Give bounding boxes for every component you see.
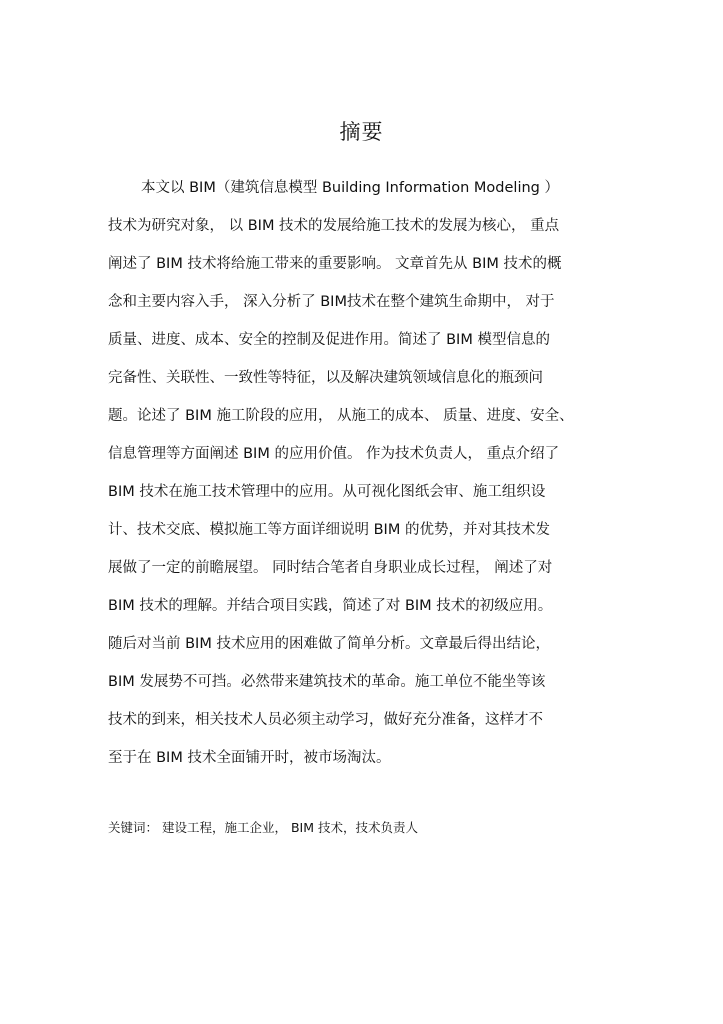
abstract-line-13: 随后对当前 BIM 技术应用的困难做了简单分析。文章最后得出结论，: [108, 636, 550, 652]
keywords-line: 关键词： 建设工程，施工企业， BIM 技术，技术负责人: [108, 820, 418, 835]
abstract-line-8: 信息管理等方面阐述 BIM 的应用价值。 作为技术负责人， 重点介绍了: [108, 446, 560, 462]
abstract-line-4: 念和主要内容入手， 深入分析了 BIM技术在整个建筑生命期中， 对于: [108, 294, 555, 310]
abstract-line-15: 技术的到来，相关技术人员必须主动学习，做好充分准备，这样才不: [108, 712, 543, 728]
abstract-line-3: 阐述了 BIM 技术将给施工带来的重要影响。 文章首先从 BIM 技术的概: [108, 256, 562, 272]
abstract-line-12: BIM 技术的理解。并结合项目实践，简述了对 BIM 技术的初级应用。: [108, 598, 553, 614]
abstract-line-6: 完备性、关联性、一致性等特征，以及解决建筑领域信息化的瓶颈问: [108, 370, 543, 386]
abstract-line-10: 计、技术交底、模拟施工等方面详细说明 BIM 的优势，并对其技术发: [108, 522, 550, 538]
abstract-line-9: BIM 技术在施工技术管理中的应用。从可视化图纸会审、施工组织设: [108, 484, 546, 500]
abstract-line-1: 本文以 BIM（建筑信息模型 Building Information Modeling ）: [141, 180, 559, 196]
abstract-title: 摘要: [339, 120, 384, 144]
abstract-line-5: 质量、进度、成本、安全的控制及促进作用。简述了 BIM 模型信息的: [108, 332, 550, 348]
abstract-line-7: 题。论述了 BIM 施工阶段的应用， 从施工的成本、 质量、进度、安全、: [108, 408, 574, 424]
abstract-line-14: BIM 发展势不可挡。必然带来建筑技术的革命。施工单位不能坐等该: [108, 674, 546, 690]
abstract-line-11: 展做了一定的前瞻展望。 同时结合笔者自身职业成长过程， 阐述了对: [108, 560, 553, 576]
abstract-line-16: 至于在 BIM 技术全面铺开时，被市场淘汰。: [108, 750, 391, 766]
abstract-line-2: 技术为研究对象， 以 BIM 技术的发展给施工技术的发展为核心， 重点: [108, 218, 560, 234]
